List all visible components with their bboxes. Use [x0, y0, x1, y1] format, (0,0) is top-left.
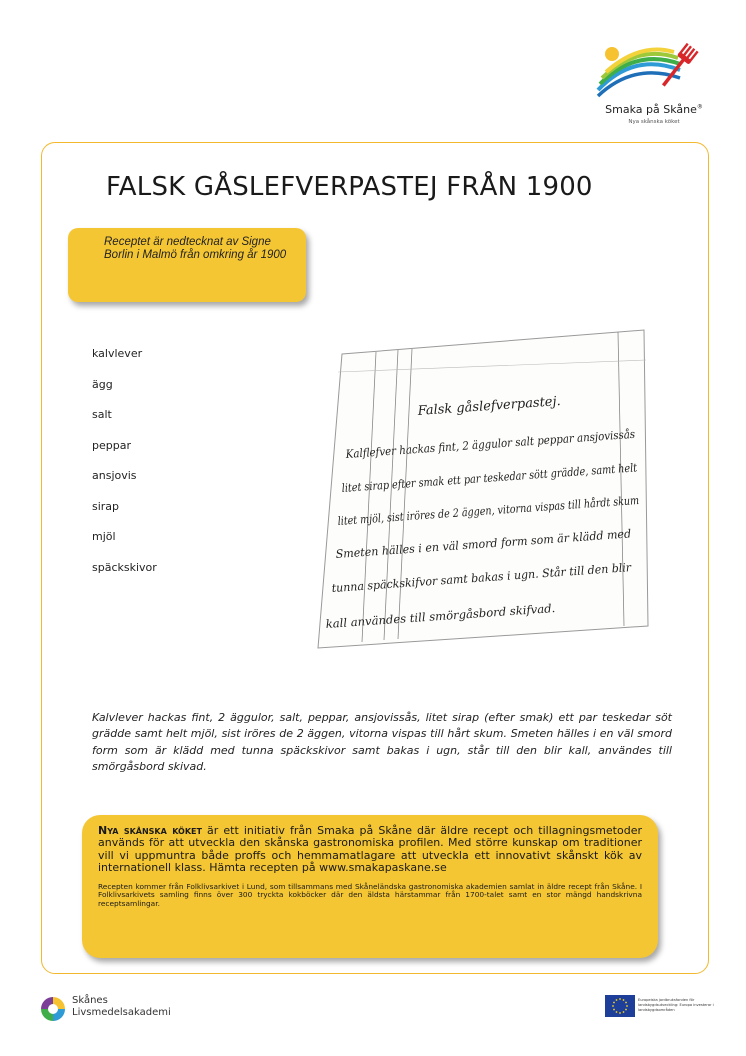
ingredient-item: mjöl	[92, 530, 116, 543]
manuscript-line: kall användes till smörgåsbord skifvad.	[325, 601, 552, 631]
eu-caption: Europeiska jordbruksfonden för landsbygdsutveckling: Europa investerar i landsbygdsområden	[638, 998, 714, 1012]
info-lead: Nya skånska köket	[98, 824, 202, 837]
ingredient-item: ansjovis	[92, 469, 137, 482]
ingredient-item: sirap	[92, 499, 120, 513]
info-box	[82, 815, 658, 958]
manuscript-line: tunna späckskifvor samt bakas i ugn. Står till den blir	[331, 559, 643, 595]
intro-text: Receptet är nedtecknat av Signe Borlin i Malmö från omkring år 1900	[104, 236, 287, 261]
manuscript-image	[318, 330, 698, 650]
academy-logo-icon	[38, 995, 68, 1023]
ingredient-list	[92, 342, 157, 586]
brand-name: Smaka på Skåne®	[605, 103, 703, 116]
ingredient-item: peppar	[92, 438, 131, 452]
ingredient-item: ägg	[92, 377, 113, 391]
brand-tagline: Nya skånska köket	[628, 119, 680, 125]
academy-name: Skånes Livsmedelsakademi	[72, 995, 171, 1018]
manuscript-line: litet sirap efter smak ett par teskedar sött grädde, samt helt	[341, 456, 691, 495]
ingredient-item: salt	[92, 408, 112, 421]
info-source-text: Recepten kommer från Folklivsarkivet i Lund, som tillsammans med Skåneländska gastronomiska akademien samlat in äldre recept från Skåne. I Folklivsarkivets samling finns över 300 tryckta kokböcker där den äldsta härstammar från 1700-talet samt en stor mängd handskrivna receptsamlingar.	[98, 881, 642, 908]
manuscript-line: Kalflefver hackas fint, 2 äggulor salt peppar ansjovissås	[345, 424, 669, 461]
manuscript-line: Falsk gåslefverpastej.	[417, 394, 562, 419]
recipe-title: FALSK GÅSLEFVERPASTEJ FRÅN 1900	[106, 172, 593, 202]
info-body: är ett initiativ från Smaka på Skåne där äldre recept och tillagningsmetoder används för att utveckla den skånska gastronomiska profilen. Med större kunskap om traditioner vill vi uppmuntra både proffs och hemmamatlagare att utveckla ett innovativt skånskt kök av internationell klass. Hämta recepten på www.smakapaskane.se	[98, 824, 642, 875]
academy-logo	[38, 993, 178, 1025]
ingredient-item: kalvlever	[92, 347, 143, 360]
method-text: Kalvlever hackas fint, 2 äggulor, salt, peppar, ansjovissås, litet sirap (efter smak) ett par teskedar söt grädde samt helt mjöl, sist iröres de 2 äggen, vitorna vispas till hårt skum. Smeten hälles i en väl smord form som är klädd med tunna späckskivor samt bakas i ugn, står till den blir kall, användes till smörgåsbord skivad.	[92, 711, 672, 773]
intro-box	[68, 228, 306, 302]
manuscript-line: litet mjöl, sist iröres de 2 äggen, vitorna vispas till hårdt skum	[337, 488, 698, 528]
info-text	[98, 825, 642, 875]
ingredient-item: späckskivor	[92, 560, 157, 574]
smaka-pa-skane-logo	[590, 40, 720, 130]
eu-logo	[605, 995, 725, 1021]
manuscript-line: Smeten hälles i en väl smord form som är klädd med	[335, 525, 641, 561]
eu-flag-icon	[605, 995, 635, 1017]
smaka-logo-icon	[594, 40, 714, 102]
